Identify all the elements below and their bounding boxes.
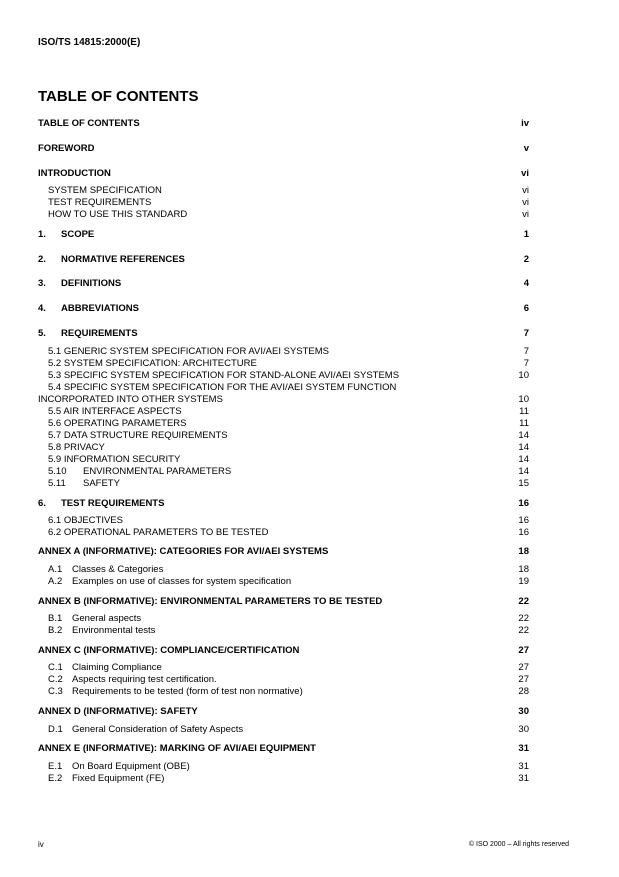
toc-label: 5.6 OPERATING PARAMETERS [48, 418, 187, 429]
toc-page: 10 [518, 370, 529, 381]
toc-label: Claiming Compliance [72, 662, 162, 673]
toc-label: ANNEX B (INFORMATIVE): ENVIRONMENTAL PARAMETERS TO BE TESTED [38, 596, 383, 607]
toc-label: SAFETY [83, 478, 120, 489]
toc-label: 5.4 SPECIFIC SYSTEM SPECIFICATION FOR THE AVI/AEI SYSTEM FUNCTION [48, 382, 397, 393]
toc-label: 5.5 AIR INTERFACE ASPECTS [48, 406, 182, 417]
toc-entry-definitions[interactable] [38, 278, 529, 290]
toc-entry-c-2[interactable] [38, 674, 529, 686]
toc-entry-c-1[interactable] [38, 662, 529, 674]
toc-entry-a-1[interactable] [38, 564, 529, 576]
toc-label: On Board Equipment (OBE) [72, 761, 190, 772]
toc-entry-5-8[interactable] [38, 442, 529, 454]
toc-page: 22 [518, 596, 529, 607]
toc-page: vi [522, 197, 529, 208]
toc-page: 16 [518, 527, 529, 538]
toc-entry-scope[interactable] [38, 229, 529, 241]
toc-number: A.1 [48, 564, 63, 575]
toc-entry-toc[interactable] [38, 118, 529, 130]
toc-page: vi [521, 168, 529, 179]
toc-page: 31 [518, 743, 529, 754]
toc-entry-5-3[interactable] [38, 370, 529, 382]
toc-entry-5-2[interactable] [38, 358, 529, 370]
toc-number: 5. [38, 328, 46, 339]
toc-entry-annex-d[interactable] [38, 706, 529, 718]
toc-page: 22 [518, 625, 529, 636]
toc-entry-annex-a[interactable] [38, 546, 529, 558]
toc-label: ENVIRONMENTAL PARAMETERS [83, 466, 232, 477]
toc-label: 5.7 DATA STRUCTURE REQUIREMENTS [48, 430, 228, 441]
toc-label: TEST REQUIREMENTS [48, 197, 152, 208]
toc-page: 11 [519, 406, 529, 417]
toc-page: 7 [523, 346, 529, 357]
toc-entry-e-1[interactable] [38, 761, 529, 773]
toc-entry-6-2[interactable] [38, 527, 529, 539]
toc-number: A.2 [48, 576, 63, 587]
toc-page: 16 [518, 515, 529, 526]
toc-label: 5.3 SPECIFIC SYSTEM SPECIFICATION FOR STAND-ALONE AVI/AEI SYSTEMS [48, 370, 400, 381]
toc-number: D.1 [48, 724, 63, 735]
toc-page: 31 [518, 761, 529, 772]
toc-number: C.1 [48, 662, 63, 673]
footer-page-number: iv [38, 840, 44, 849]
toc-label: Environmental tests [72, 625, 156, 636]
toc-number: E.1 [48, 761, 63, 772]
toc-entry-intro-3[interactable] [38, 209, 529, 221]
toc-label: TABLE OF CONTENTS [38, 118, 140, 129]
toc-label: 5.9 INFORMATION SECURITY [48, 454, 181, 465]
toc-entry-normative-references[interactable] [38, 254, 529, 266]
toc-page: 14 [518, 454, 529, 465]
toc-label: 5.2 SYSTEM SPECIFICATION: ARCHITECTURE [48, 358, 257, 369]
toc-label: ANNEX E (INFORMATIVE): MARKING OF AVI/AEI EQUIPMENT [38, 743, 316, 754]
toc-label: General aspects [72, 613, 142, 624]
toc-page: 4 [523, 278, 529, 289]
toc-entry-annex-b[interactable] [38, 596, 529, 608]
toc-number: B.1 [48, 613, 63, 624]
toc-entry-d-1[interactable] [38, 724, 529, 736]
toc-page: 18 [518, 564, 529, 575]
toc-page: 19 [518, 576, 529, 587]
toc-entry-a-2[interactable] [38, 576, 529, 588]
toc-page: 10 [518, 394, 529, 405]
toc-label: 6.1 OBJECTIVES [48, 515, 123, 526]
toc-page: 15 [518, 478, 529, 489]
toc-label: ANNEX C (INFORMATIVE): COMPLIANCE/CERTIFICATION [38, 645, 300, 656]
toc-label: TEST REQUIREMENTS [61, 498, 165, 509]
toc-number: C.3 [48, 686, 63, 697]
toc-entry-5-11[interactable] [38, 478, 529, 490]
toc-entry-c-3[interactable] [38, 686, 529, 698]
toc-page: vi [522, 209, 529, 220]
toc-label: 6.2 OPERATIONAL PARAMETERS TO BE TESTED [48, 527, 269, 538]
toc-page: 14 [518, 442, 529, 453]
toc-entry-test-requirements[interactable] [38, 498, 529, 510]
toc-page: 30 [518, 706, 529, 717]
toc-number: B.2 [48, 625, 63, 636]
toc-label: REQUIREMENTS [61, 328, 138, 339]
toc-page: 30 [518, 724, 529, 735]
toc-entry-annex-e[interactable] [38, 743, 529, 755]
toc-label: Examples on use of classes for system specification [72, 576, 292, 587]
toc-entry-b-2[interactable] [38, 625, 529, 637]
toc-label: Fixed Equipment (FE) [72, 773, 165, 784]
toc-label: General Consideration of Safety Aspects [72, 724, 244, 735]
toc-entry-5-10[interactable] [38, 466, 529, 478]
toc-number: 5.11 [48, 478, 66, 489]
toc-page: 16 [518, 498, 529, 509]
toc-page: 22 [518, 613, 529, 624]
toc-entry-abbreviations[interactable] [38, 303, 529, 315]
toc-page: 7 [523, 358, 529, 369]
toc-entry-5-4-continued[interactable] [38, 394, 529, 406]
toc-page: 14 [518, 466, 529, 477]
toc-entry-annex-c[interactable] [38, 645, 529, 657]
toc-entry-e-2[interactable] [38, 773, 529, 785]
toc-page: vi [522, 185, 529, 196]
page-title: TABLE OF CONTENTS [38, 88, 199, 105]
toc-entry-intro-2[interactable] [38, 197, 529, 209]
toc-page: 27 [518, 662, 529, 673]
toc-entry-5-4[interactable] [38, 382, 529, 394]
toc-label: INTRODUCTION [38, 168, 111, 179]
toc-label: Classes & Categories [72, 564, 164, 575]
toc-label: 5.8 PRIVACY [48, 442, 105, 453]
toc-page: iv [521, 118, 529, 129]
toc-entry-5-9[interactable] [38, 454, 529, 466]
toc-page: 6 [523, 303, 529, 314]
toc-page: 28 [518, 686, 529, 697]
toc-number: 3. [38, 278, 46, 289]
toc-number: C.2 [48, 674, 63, 685]
toc-label: HOW TO USE THIS STANDARD [48, 209, 188, 220]
toc-page: 27 [518, 645, 529, 656]
toc-entry-b-1[interactable] [38, 613, 529, 625]
toc-label: SCOPE [61, 229, 95, 240]
toc-entry-5-7[interactable] [38, 430, 529, 442]
toc-page: 27 [518, 674, 529, 685]
toc-page: v [523, 143, 529, 154]
toc-label: Requirements to be tested (form of test non normative) [72, 686, 303, 697]
toc-label: NORMATIVE REFERENCES [61, 254, 185, 265]
toc-entry-6-1[interactable] [38, 515, 529, 527]
toc-page: 31 [518, 773, 529, 784]
toc-number: 2. [38, 254, 46, 265]
toc-number: E.2 [48, 773, 63, 784]
toc-entry-5-6[interactable] [38, 418, 529, 430]
toc-label: FOREWORD [38, 143, 95, 154]
toc-page: 11 [519, 418, 529, 429]
toc-page: 14 [518, 430, 529, 441]
toc-number: 5.10 [48, 466, 67, 477]
toc-label: SYSTEM SPECIFICATION [48, 185, 162, 196]
toc-number: 6. [38, 498, 46, 509]
footer-copyright: © ISO 2000 – All rights reserved [468, 841, 569, 848]
document-id: ISO/TS 14815:2000(E) [38, 37, 141, 48]
toc-label: Aspects requiring test certification. [72, 674, 217, 685]
toc-number: 4. [38, 303, 46, 314]
toc-label: ABBREVIATIONS [61, 303, 139, 314]
toc-label: INCORPORATED INTO OTHER SYSTEMS [38, 394, 223, 405]
toc-entry-requirements[interactable] [38, 328, 529, 340]
toc-entry-intro-1[interactable] [38, 185, 529, 197]
toc-label: 5.1 GENERIC SYSTEM SPECIFICATION FOR AVI/AEI SYSTEMS [48, 346, 330, 357]
toc-page: 1 [523, 229, 529, 240]
toc-entry-foreword[interactable] [38, 143, 529, 155]
toc-label: DEFINITIONS [61, 278, 122, 289]
toc-page: 7 [523, 328, 529, 339]
toc-page: 2 [523, 254, 529, 265]
toc-entry-5-5[interactable] [38, 406, 529, 418]
toc-entry-introduction[interactable] [38, 168, 529, 180]
toc-entry-5-1[interactable] [38, 346, 529, 358]
toc-label: ANNEX D (INFORMATIVE): SAFETY [38, 706, 198, 717]
toc-number: 1. [38, 229, 46, 240]
toc-page: 18 [518, 546, 529, 557]
toc-label: ANNEX A (INFORMATIVE): CATEGORIES FOR AVI/AEI SYSTEMS [38, 546, 329, 557]
